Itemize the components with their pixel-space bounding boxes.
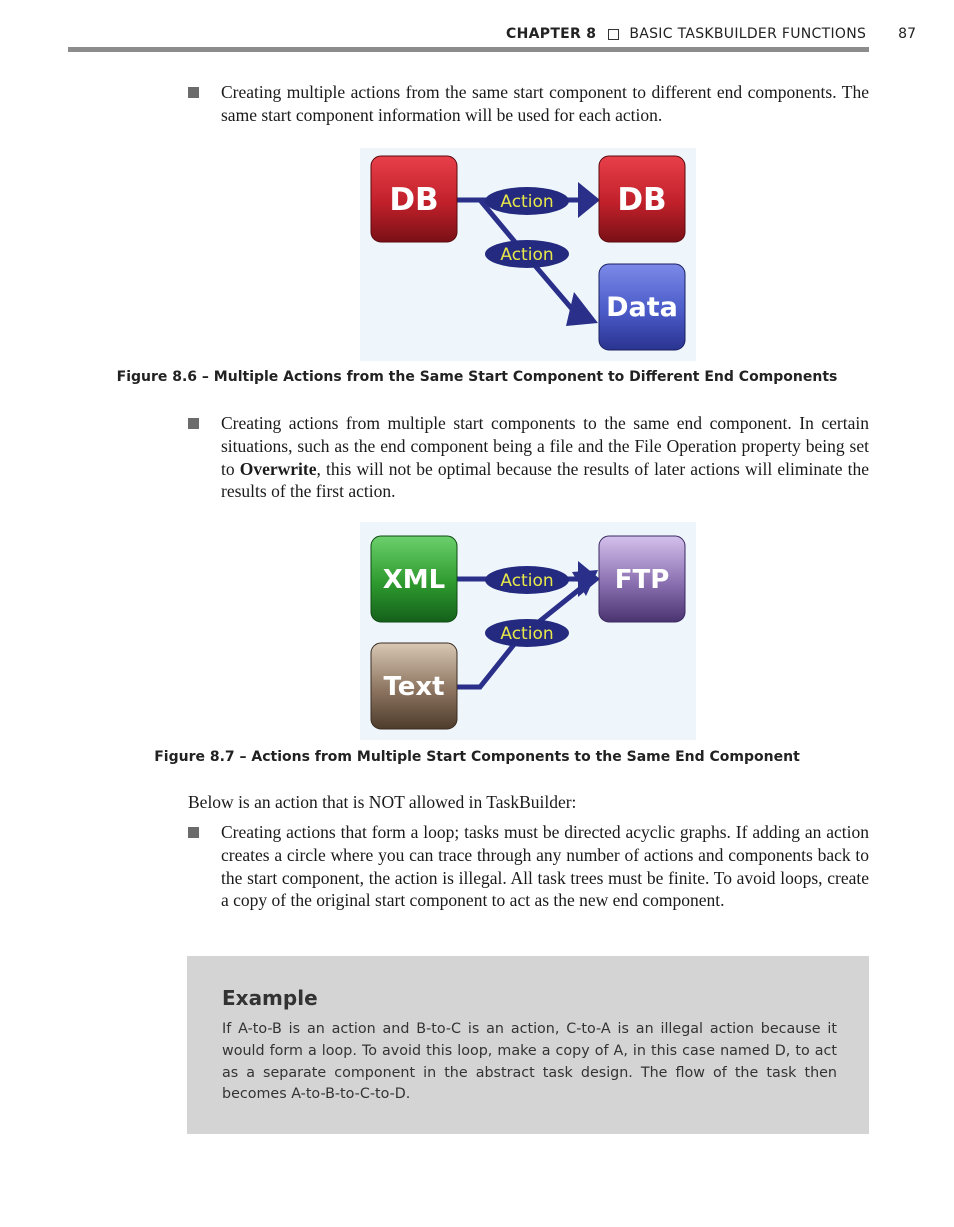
box-label: FTP	[614, 565, 670, 595]
page-number: 87	[898, 26, 916, 42]
bullet-item-2	[188, 412, 869, 503]
bullet-text	[221, 412, 869, 503]
figure-8-6-caption: Figure 8.6 – Multiple Actions from the Same Start Component to Different End Components	[116, 369, 838, 385]
bullet-square-icon	[188, 418, 199, 429]
bullet-square-icon	[188, 827, 199, 838]
action-oval-1	[485, 566, 569, 594]
box-label: XML	[382, 565, 446, 595]
box-label: DB	[617, 182, 667, 218]
bullet-text-part: , this will not be optimal because the results of later actions will eliminate the results of the first action.	[221, 458, 869, 502]
bullet-item-3	[188, 821, 869, 912]
example-heading: Example	[222, 986, 318, 1010]
bullet-square-icon	[188, 87, 199, 98]
action-oval-2	[485, 240, 569, 268]
action-label: Action	[500, 245, 554, 265]
xml-start-box	[371, 536, 457, 622]
chapter-label: CHAPTER 8	[506, 26, 597, 42]
not-allowed-intro: Below is an action that is NOT allowed in TaskBuilder:	[188, 792, 577, 812]
figure-8-7-caption: Figure 8.7 – Actions from Multiple Start Components to the Same End Component	[154, 749, 800, 765]
db-start-box	[371, 156, 457, 242]
action-oval-1	[485, 187, 569, 215]
bullet-text-part: Creating actions from multiple start components to the same end component. In certain situations, such as the end component being a file and the File Operation property being set to	[221, 413, 869, 479]
box-label: Data	[606, 292, 678, 323]
db-end-box	[599, 156, 685, 242]
action-label: Action	[500, 192, 554, 212]
example-box	[187, 956, 869, 1134]
figure-8-6	[360, 148, 696, 361]
figure-8-6-diagram	[360, 148, 696, 361]
text-start-box	[371, 643, 457, 729]
box-label: DB	[389, 182, 439, 218]
separator-box-icon	[608, 29, 619, 40]
bullet-text: Creating multiple actions from the same start component to different end components. The same start component information will be used for each action.	[221, 82, 869, 125]
bullet-text-bold: Overwrite	[239, 458, 317, 479]
action-label: Action	[500, 624, 554, 644]
action-label: Action	[500, 571, 554, 591]
chapter-title: BASIC TASKBUILDER FUNCTIONS	[629, 26, 867, 42]
figure-8-7	[360, 522, 696, 740]
figure-8-7-diagram	[360, 522, 696, 740]
example-body: If A-to-B is an action and B-to-C is an action, C-to-A is an illegal action because it would form a loop. To avoid this loop, make a copy of A, in this case named D, to act as a separate component in the abstract task design. The flow of the task then becomes A-to-B-to-C-to-D.	[222, 1021, 837, 1103]
box-label: Text	[383, 672, 445, 702]
bullet-item-1	[188, 81, 869, 127]
bullet-text: Creating actions that form a loop; tasks must be directed acyclic graphs. If adding an action creates a circle where you can trace through any number of actions and components back to the start component, the action is illegal. All task trees must be finite. To avoid loops, create a copy of the original start component to act as the new end component.	[221, 822, 869, 911]
header-rule	[68, 47, 869, 52]
action-oval-2	[485, 619, 569, 647]
ftp-end-box	[599, 536, 685, 622]
running-header	[68, 26, 916, 42]
data-end-box	[599, 264, 685, 350]
